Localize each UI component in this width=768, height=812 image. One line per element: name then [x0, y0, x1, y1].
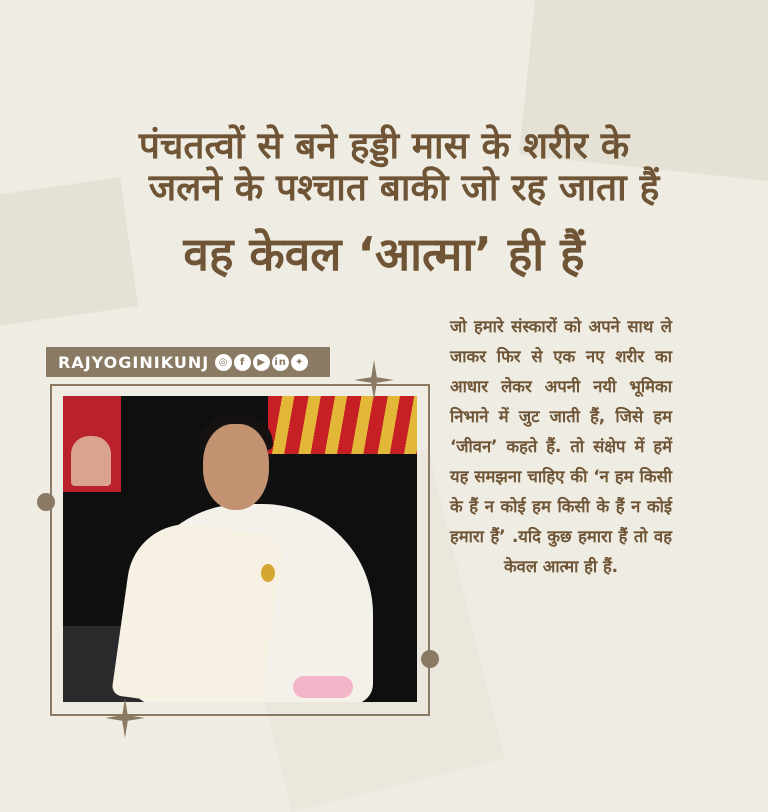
headline-line-2: जलने के पश्चात बाकी जो रह जाता हैं	[148, 166, 660, 209]
decorative-dot	[421, 650, 439, 668]
poster-image	[63, 396, 121, 492]
flowers	[293, 676, 353, 698]
linkedin-icon[interactable]: in	[272, 354, 289, 371]
brand-name: RAJYOGINIKUNJ	[58, 352, 210, 372]
decorative-dot	[37, 493, 55, 511]
body-paragraph: जो हमारे संस्कारों को अपने साथ ले जाकर फिर से एक नए शरीर का आधार लेकर अपनी नयी भूमिका निभाने में जुट जाती हैं, जिसे हम ‘जीवन’ कहते हैं. तो संक्षेप में हमें यह समझना चाहिए की ‘न हम किसी के हैं न कोई हम किसी के हैं न कोई हमारा हैं’ .यदि कुछ हमारा हैं तो वह केवल आत्मा ही हैं.	[450, 317, 672, 576]
sunburst-banner	[268, 396, 417, 454]
headline-line-3: वह केवल ‘आत्मा’ ही हैं	[183, 227, 585, 281]
facebook-icon[interactable]: f	[234, 354, 251, 371]
headline-line-1: पंचतत्वों से बने हड्डी मास के शरीर के	[138, 124, 630, 167]
youtube-icon[interactable]: ▶	[253, 354, 270, 371]
instagram-icon[interactable]: ◎	[215, 354, 232, 371]
speaker-photo	[63, 396, 417, 702]
face	[203, 424, 269, 510]
shawl	[111, 516, 285, 702]
brand-bar	[46, 347, 330, 377]
badge	[261, 564, 275, 582]
twitter-icon[interactable]: ✦	[291, 354, 308, 371]
